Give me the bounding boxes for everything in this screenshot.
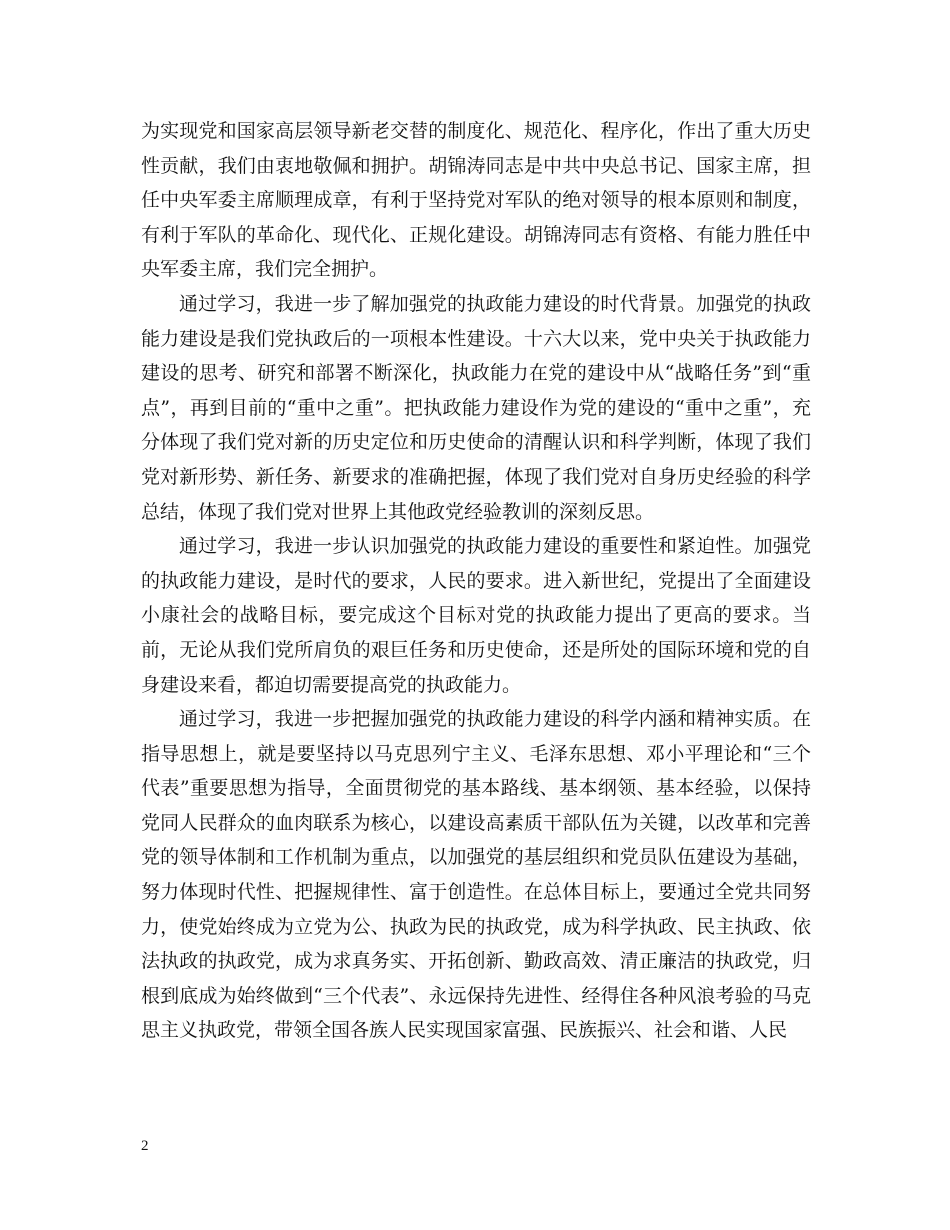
paragraph-4: 通过学习，我进一步把握加强党的执政能力建设的科学内涵和精神实质。在指导思想上，就是要坚持以马克思列宁主义、毛泽东思想、邓小平理论和“三个代表”重要思想为指导，全面贯彻党的基本路线、基本纲领、基本经验，以保持党同人民群众的血肉联系为核心，以建设高素质干部队伍为关键，以改革和完善党的领导体制和工作机制为重点，以加强党的基层组织和党员队伍建设为基础，努力体现时代性、把握规律性、富于创造性。在总体目标上，要通过全党共同努力，使党始终成为立党为公、执政为民的执政党，成为科学执政、民主执政、依法执政的执政党，成为求真务实、开拓创新、勤政高效、清正廉洁的执政党，归根到底成为始终做到“三个代表”、永远保持先进性、经得住各种风浪考验的马克思主义执政党，带领全国各族人民实现国家富强、民族振兴、社会和谐、人民 xyxy=(141,708,811,1042)
body-text xyxy=(141,114,811,1048)
paragraph-2: 通过学习，我进一步了解加强党的执政能力建设的时代背景。加强党的执政能力建设是我们党执政后的一项根本性建设。十六大以来，党中央关于执政能力建设的思考、研究和部署不断深化，执政能力在党的建设中从“战略任务”到“重点”，再到目前的“重中之重”。把执政能力建设作为党的建设的“重中之重”，充分体现了我们党对新的历史定位和历史使命的清醒认识和科学判断，体现了我们党对新形势、新任务、新要求的准确把握，体现了我们党对自身历史经验的科学总结，体现了我们党对世界上其他政党经验教训的深刻反思。 xyxy=(141,292,811,523)
paragraph-3: 通过学习，我进一步认识加强党的执政能力建设的重要性和紧迫性。加强党的执政能力建设，是时代的要求，人民的要求。进入新世纪，党提出了全面建设小康社会的战略目标，要完成这个目标对党的执政能力提出了更高的要求。当前，无论从我们党所肩负的艰巨任务和历史使命，还是所处的国际环境和党的自身建设来看，都迫切需要提高党的执政能力。 xyxy=(141,535,811,696)
page-number: 2 xyxy=(141,1138,149,1154)
paragraph-1: 为实现党和国家高层领导新老交替的制度化、规范化、程序化，作出了重大历史性贡献，我们由衷地敬佩和拥护。胡锦涛同志是中共中央总书记、国家主席，担任中央军委主席顺理成章，有利于坚持党对军队的绝对领导的根本原则和制度，有利于军队的革命化、现代化、正规化建设。胡锦涛同志有资格、有能力胜任中央军委主席，我们完全拥护。 xyxy=(141,120,811,281)
